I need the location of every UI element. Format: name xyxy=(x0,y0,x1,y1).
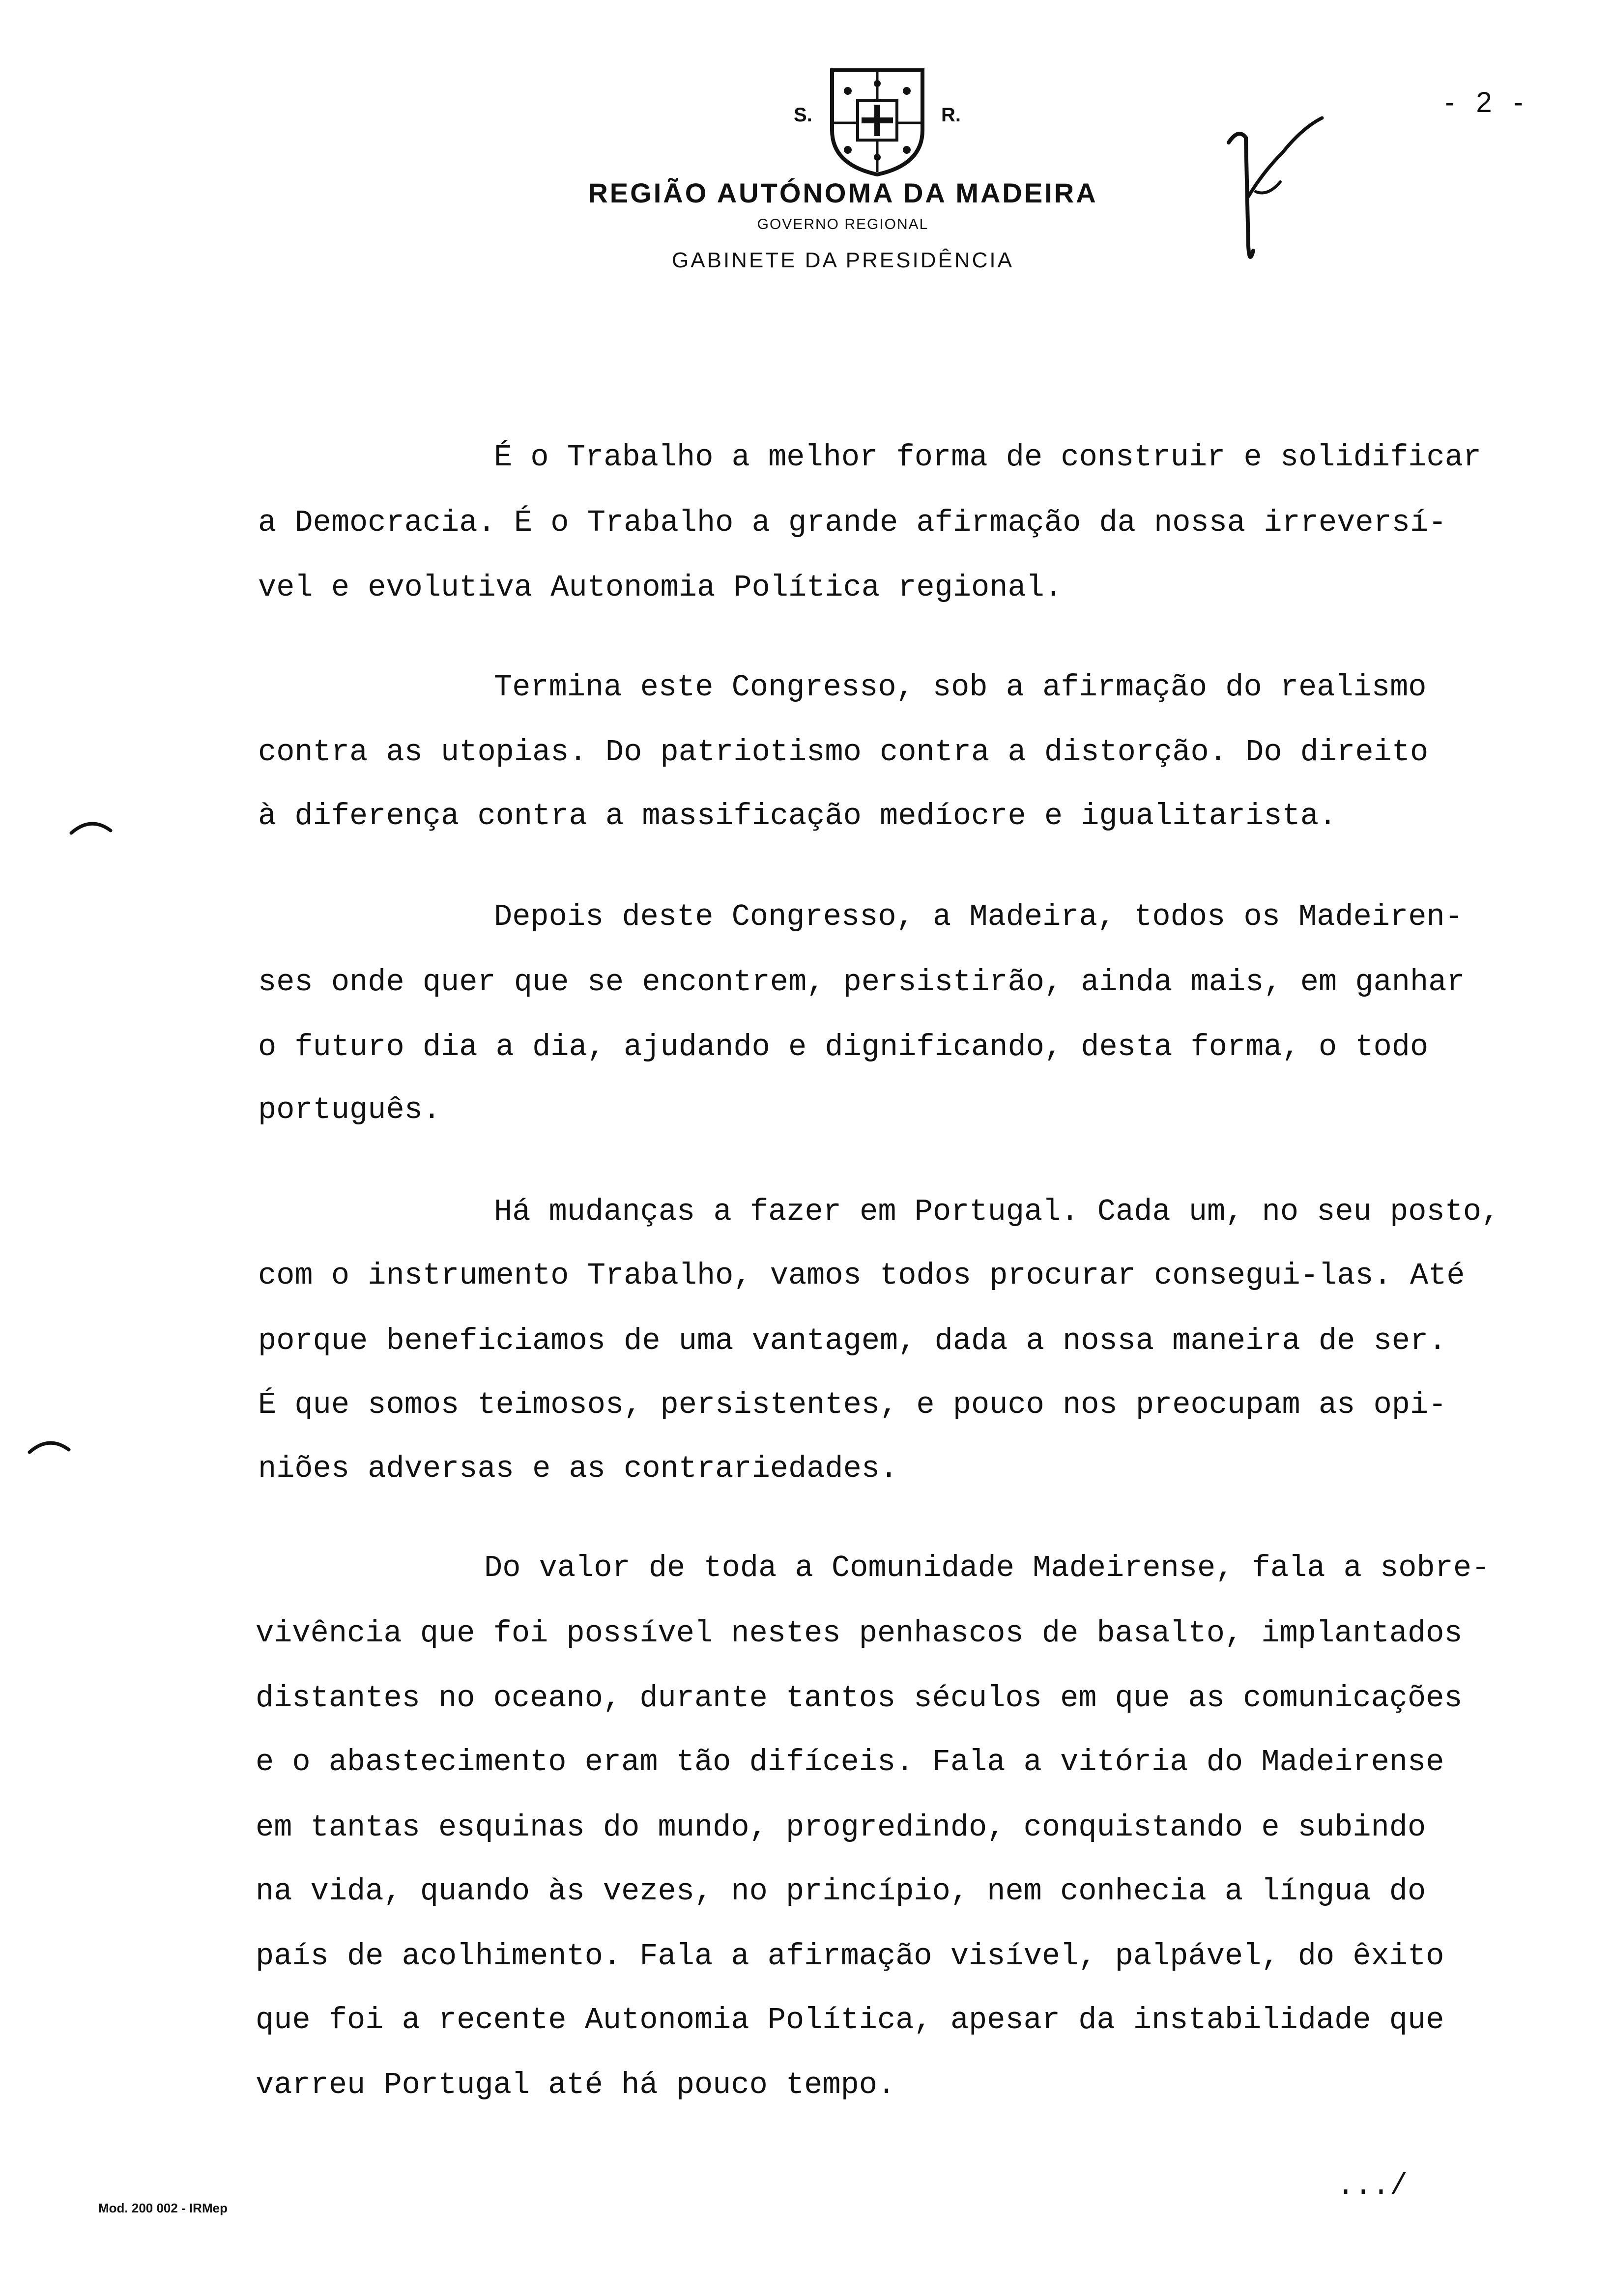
body-line: português. xyxy=(258,1092,441,1127)
body-line: É o Trabalho a melhor forma de construir e solidificar xyxy=(494,440,1482,475)
header-left-letter: S. xyxy=(794,104,812,126)
body-line: porque beneficiamos de uma vantagem, dada a nossa maneira de ser. xyxy=(258,1323,1447,1358)
body-line: à diferença contra a massificação medíocre e igualitarista. xyxy=(258,799,1337,833)
continuation-mark: .../ xyxy=(1337,2170,1408,2203)
header-right-letter: R. xyxy=(941,104,961,126)
body-line: em tantas esquinas do mundo, progredindo, conquistando e subindo xyxy=(256,1810,1426,1845)
body-line: Depois deste Congresso, a Madeira, todos os Madeiren- xyxy=(494,899,1463,934)
body-line: vivência que foi possível nestes penhascos de basalto, implantados xyxy=(256,1616,1463,1651)
body-line: o futuro dia a dia, ajudando e dignificando, desta forma, o todo xyxy=(258,1030,1429,1064)
body-line: na vida, quando às vezes, no princípio, nem conhecia a língua do xyxy=(256,1874,1426,1909)
body-line: É que somos teimosos, persistentes, e pouco nos preocupam as opi- xyxy=(258,1387,1447,1422)
body-line: que foi a recente Autonomia Política, apesar da instabilidade que xyxy=(256,2003,1444,2038)
body-line: a Democracia. É o Trabalho a grande afirmação da nossa irreversí- xyxy=(258,505,1447,540)
body-line: e o abastecimento eram tão difíceis. Fala a vitória do Madeirense xyxy=(256,1745,1444,1779)
body-line: niões adversas e as contrariedades. xyxy=(258,1451,898,1486)
body-line: país de acolhimento. Fala a afirmação visível, palpável, do êxito xyxy=(256,1939,1444,1974)
office-title: GABINETE DA PRESIDÊNCIA xyxy=(672,248,1014,272)
punch-hole-mark xyxy=(27,1435,71,1457)
form-code: Mod. 200 002 - IRMep xyxy=(98,2201,228,2215)
government-subtitle: GOVERNO REGIONAL xyxy=(757,216,929,232)
handwritten-initials xyxy=(1219,98,1347,275)
page-number: - 2 - xyxy=(1445,86,1530,118)
body-line: contra as utopias. Do patriotismo contra a distorção. Do direito xyxy=(258,735,1429,770)
body-line: vel e evolutiva Autonomia Política regional. xyxy=(258,570,1063,605)
body-line: com o instrumento Trabalho, vamos todos procurar consegui-las. Até xyxy=(258,1258,1465,1293)
body-line: distantes no oceano, durante tantos séculos em que as comunicações xyxy=(256,1681,1463,1716)
punch-hole-mark xyxy=(69,816,113,838)
body-line: Do valor de toda a Comunidade Madeirense, fala a sobre- xyxy=(484,1550,1490,1585)
coat-of-arms-icon xyxy=(828,66,926,177)
body-line: Há mudanças a fazer em Portugal. Cada um, no seu posto, xyxy=(494,1194,1500,1229)
body-line: ses onde quer que se encontrem, persistirão, ainda mais, em ganhar xyxy=(258,965,1465,1000)
body-line: Termina este Congresso, sob a afirmação do realismo xyxy=(494,670,1427,705)
body-line: varreu Portugal até há pouco tempo. xyxy=(256,2067,896,2102)
region-title: REGIÃO AUTÓNOMA DA MADEIRA xyxy=(588,177,1098,208)
